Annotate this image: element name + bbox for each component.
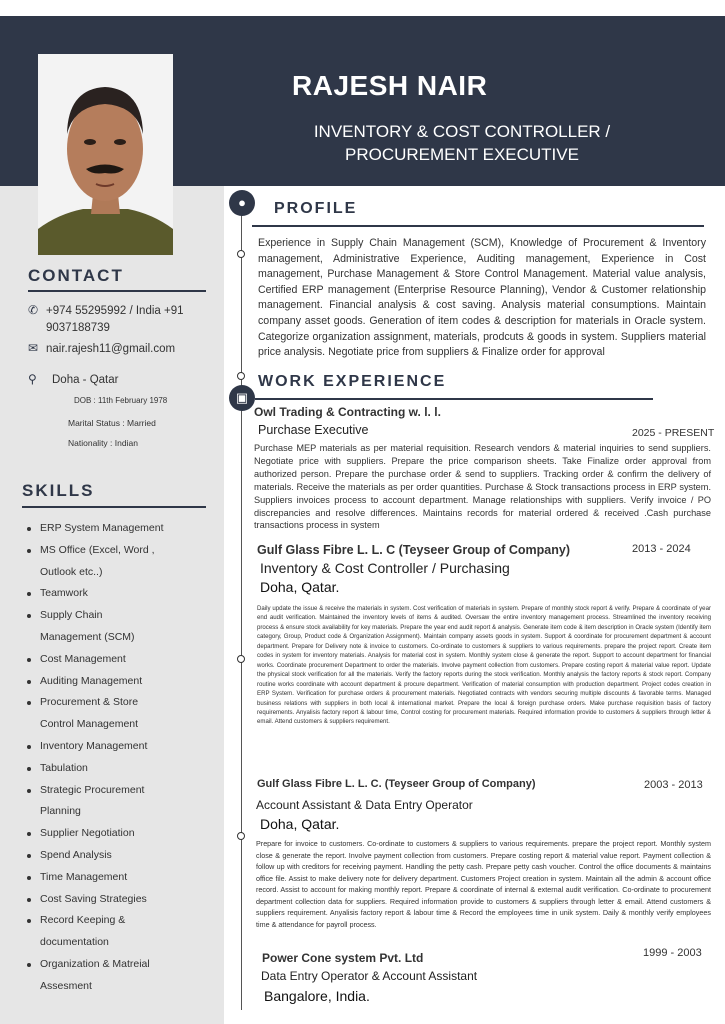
skills-heading: SKILLS (22, 481, 95, 500)
contact-email (28, 341, 175, 358)
skill-item: Outlook etc..) (40, 565, 103, 578)
job-company: Gulf Glass Fibre L. L. C. (Teyseer Group of Company) (257, 778, 536, 790)
job-location: Doha, Qatar. (260, 579, 340, 595)
profile-text: Experience in Supply Chain Management (SCM), Knowledge of Procurement & Inventory management, Administrative Experience, Auditing management, Experience in Cost management, Purchase Management & Store Control Management. Material value analysis, Certified ERP management (Enterprise Resource Planning), Vendor & Customer relationship management. Financial analysis & cost saving. Analysis material consumptions. Maintain company asset goods. Generation of item codes & description for materials in Oracle system. Categorize organization assignment, materials, prodcuts & goods in system. Suppliers material price analysis. Negotiate price from suppliers & Finalize order for approval (258, 237, 706, 359)
job-company: Power Cone system Pvt. Ltd (262, 951, 424, 965)
job-company: Gulf Glass Fibre L. L. C (Teyseer Group of Company) (257, 543, 571, 557)
job-dates: 2013 - 2024 (632, 543, 691, 555)
timeline-dot (237, 655, 245, 663)
contact-divider (28, 290, 206, 292)
skill-item: Record Keeping & (24, 910, 214, 932)
skill-item: Supply Chain (24, 605, 214, 627)
job-dates: 2025 - PRESENT (632, 427, 715, 439)
job-location: Doha, Qatar. (260, 816, 340, 832)
job-description: Purchase MEP materials as per material requisition. Research vendors & material inquiries to send suppliers. Negotiate price with suppliers. Prepare the price comparison sheets. Take Finalize order approval from authorized person. Prepare the purchase order & send to suppliers. Tracking order & confirm the delivery of materials. Receive the materials as per order quantities. Purchase & Stock transactions process in ERP system. Suppliers invoices process to account department. Manage relationships with suppliers. Verify invoice / PO discrepancies and resolve differences. Maintains records for material ordered & received .Cash purchase transactions process in system (254, 443, 711, 531)
profile-photo (38, 54, 173, 255)
job-dates: 2003 - 2013 (644, 779, 703, 791)
job-description: Prepare for invoice to customers. Co-ordinate to customers & suppliers to various requirements. prepare the project report. Monthly system close & generate the report. Involve payment collection from customers. Prepare costing report & material value report. Payment collection & follow up with creditors for receiving payment. Handling the petty cash. Prepare petty cash voucher. Control the office documents & maintains office file. Assist to make delivery note for delivery department. Customers Project creation in system. Maintain all the admin & account office record. Assist to account for making monthly report. Prepare & coordinate of internal & external audit verification. Co-ordinate to procurement department collection data for suppliers. Required information provide to customers & suppliers through letter & email. Attend customers & suppliers requirement. Anyalisis factory report & labour time & Record the employees time in unik system. Daily & monthly verify employees time & attendance for payroll process. (256, 839, 711, 929)
skill-item: Auditing Management (24, 671, 214, 693)
skill-item: Time Management (24, 867, 214, 889)
date-of-birth: DOB : 11th February 1978 (74, 396, 168, 405)
location-text: Doha - Qatar (52, 374, 119, 386)
skill-item: Inventory Management (24, 736, 214, 758)
skill-item: Teamwork (24, 583, 214, 605)
skill-item: Cost Management (24, 649, 214, 671)
briefcase-icon: ▣ (229, 385, 255, 411)
nationality: Nationality : Indian (68, 438, 138, 448)
skill-item: Planning (40, 805, 81, 818)
contact-heading: CONTACT (28, 266, 124, 285)
person-icon: ● (229, 190, 255, 216)
timeline-line (241, 200, 242, 1010)
contact-location (28, 372, 118, 389)
job-description: Daily update the issue & receive the materials in system. Cost verification of materials in system. Prepare of monthly stock report & verify. Prepare & coordinate of year end audit verification. Maintained the inventory levels of items & audited. Oversaw the entire inventory management process. Streamlined the inventory receiving process & ensure stock availability for key materials. Prepare the year end audit report & analysis. Generate item code & item description in Oracle system (Identify item category, Group, Product code & Organization Assignment). Maintain company assets goods in system. Support & coordinate for procurement department & account department. Prepare for Delivery note & invoice to customers. Co-ordinate to customers & suppliers to various requirements. prepare the project report. Create item codes in system for inventory materials. Analysis for material cost in system. Monthly system close & generate the report. Support to account department for financial works. Coordinate procurement Department to order the materials. Involve payment collection from customers. Prepare costing report & material value report. Update the physical stock verification for all the materials. Verify the factory reports during the stock verification. Monthly analysis the factory reports & stock report. Company routine works coordinate with account department & procure department. Verification of material consumption with production department. Project codes creation in ERP System. Verification for purchase orders & procurement materials. Negotiated contracts with vendors securing multiple discounts & favorable terms. Managed business relations with suppliers in both local & international market. Prepare the local & foreign purchase orders. Make purchase requisition basis of factory requirements. Anyalisis factory report & labour time, Control costing for procurement materials. Required information provide to customers & suppliers through letter & email. Attend customers & suppliers requirement. (257, 605, 711, 726)
contact-phone (28, 303, 184, 337)
job-role: Data Entry Operator & Account Assistant (261, 969, 478, 983)
skill-item: Supplier Negotiation (24, 823, 214, 845)
skill-item: Assesment (40, 979, 92, 992)
phone-line-2: 9037188739 (46, 322, 110, 334)
experience-heading: WORK EXPERIENCE (258, 373, 447, 390)
marital-status: Marital Status : Married (68, 418, 156, 428)
skill-item: documentation (40, 936, 109, 949)
profile-divider (252, 225, 704, 227)
skill-item: ERP System Management (24, 518, 214, 540)
job-location: Bangalore, India. (264, 988, 370, 1004)
job-dates: 1999 - 2003 (643, 947, 702, 959)
skill-item: Control Management (40, 718, 139, 731)
skill-item: Cost Saving Strategies (24, 889, 214, 911)
profile-heading: PROFILE (274, 200, 358, 217)
skill-item: Strategic Procurement (24, 780, 214, 802)
skill-item: Organization & Matreial (24, 954, 214, 976)
candidate-name: RAJESH NAIR (292, 70, 488, 101)
job-role: Purchase Executive (258, 423, 369, 437)
person-photo-icon (38, 54, 173, 255)
job-company: Owl Trading & Contracting w. l. l. (254, 405, 441, 419)
location-pin-icon: ⚲ (28, 372, 37, 386)
skill-item: MS Office (Excel, Word , (24, 540, 214, 562)
job-role: Inventory & Cost Controller / Purchasing (260, 560, 510, 576)
experience-divider (255, 398, 653, 400)
skill-item: Management (SCM) (40, 630, 135, 643)
skills-divider (22, 506, 206, 508)
job-role: Account Assistant & Data Entry Operator (256, 798, 473, 812)
skill-item: Spend Analysis (24, 845, 214, 867)
job-title: INVENTORY & COST CONTROLLER / PROCUREMENT EXECUTIVE (313, 122, 611, 164)
email-text: nair.rajesh11@gmail.com (46, 343, 176, 355)
timeline-dot (237, 250, 245, 258)
phone-icon: ✆ (28, 303, 39, 317)
email-icon: ✉ (28, 341, 39, 355)
phone-line-1: +974 55295992 / India +91 (46, 305, 184, 317)
timeline-dot (237, 832, 245, 840)
skills-list (24, 518, 214, 998)
timeline-dot (237, 372, 245, 380)
skill-item: Tabulation (24, 758, 214, 780)
skill-item: Procurement & Store (24, 692, 214, 714)
